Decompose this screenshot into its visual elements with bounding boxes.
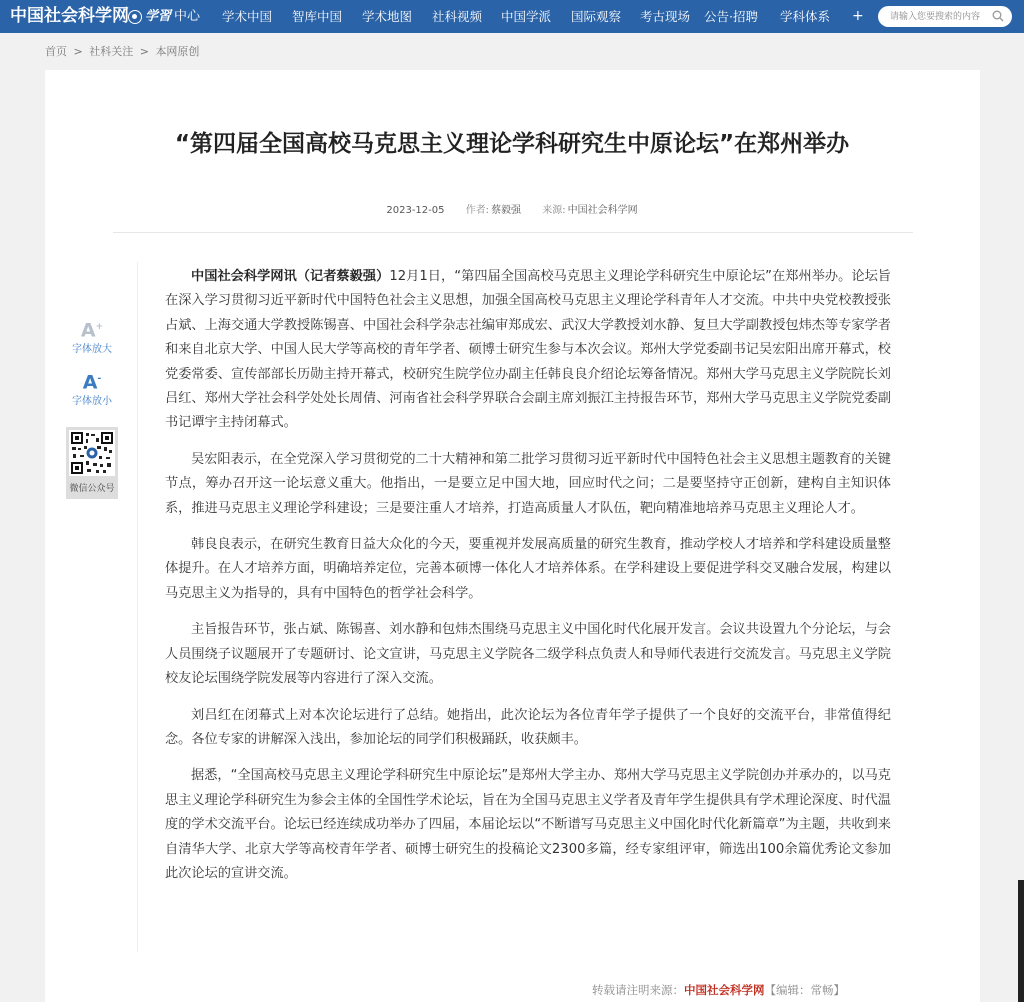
meta-divider xyxy=(113,232,913,233)
nav-item-notice[interactable]: 公告·招聘 xyxy=(704,9,758,24)
top-nav-bar xyxy=(0,0,1024,33)
nav-item-academic-map[interactable]: 学术地图 xyxy=(362,9,413,24)
site-logo[interactable]: 中国社会科学网 xyxy=(10,6,129,26)
study-center-link[interactable] xyxy=(128,6,200,28)
nav-item-school[interactable]: 中国学派 xyxy=(501,9,552,24)
article-meta xyxy=(0,204,1024,218)
study-badge-icon xyxy=(128,10,142,24)
study-script-text: 学習 xyxy=(145,9,172,24)
qr-code-icon xyxy=(69,430,115,476)
article-paragraph: 主旨报告环节，张占斌、陈锡喜、刘水静和包炜杰围绕马克思主义中国化时代化展开发言。会议共设置九个分论坛，与会人员围绕子议题展开了专题研讨、论文宣讲，马克思主义学院各二级学科点负责人和导师代表进行交流发言。马克思主义学院校友论坛围绕学院发展等内容进行了深入交流。 xyxy=(165,622,891,687)
nav-item-think-tank[interactable]: 智库中国 xyxy=(292,9,343,24)
article-paragraph: 刘吕红在闭幕式上对本次论坛进行了总结。她指出，此次论坛为各位青年学子提供了一个良好的交流平台，非常值得纪念。各位专家的讲解深入浅出，参加论坛的同学们积极踊跃，收获颇丰。 xyxy=(165,707,891,747)
wechat-qr-card[interactable] xyxy=(66,427,118,499)
breadcrumb-social-focus[interactable]: 社科关注 xyxy=(89,45,134,58)
wechat-label: 微信公众号 xyxy=(69,484,115,494)
font-shrink-icon: A- xyxy=(82,371,102,394)
article-title: “第四届全国高校马克思主义理论学科研究生中原论坛”在郑州举办 xyxy=(174,131,850,157)
article-paragraph: 吴宏阳表示，在全党深入学习贯彻党的二十大精神和第二批学习贯彻习近平新时代中国特色社会主义思想主题教育的关键节点，筹办召开这一论坛意义重大。他指出，一是要立足中国大地，回应时代之问；二是要坚持守正创新，建构自主知识体系，推进马克思主义理论学科建设；三是要注重人才培养，打造高质量人才队伍，靶向精准地培养马克思主义理论人才。 xyxy=(165,451,891,516)
font-shrink-label: 字体放小 xyxy=(72,396,112,408)
font-enlarge-button[interactable] xyxy=(62,316,122,357)
search-box xyxy=(878,6,1012,27)
editor-note: 【编辑：常畅】 xyxy=(764,983,845,997)
article-lead: 中国社会科学网讯（记者蔡毅强） xyxy=(191,269,390,284)
reprint-source[interactable]: 中国社会科学网 xyxy=(684,983,765,997)
search-input[interactable] xyxy=(890,9,990,24)
source-label: 来源: xyxy=(542,205,566,216)
side-divider xyxy=(137,262,138,952)
article-date: 2023-12-05 xyxy=(386,205,445,216)
article-source: 中国社会科学网 xyxy=(567,205,638,216)
author-label: 作者: xyxy=(465,205,490,216)
study-center-label: 中心 xyxy=(174,9,201,24)
font-shrink-button[interactable] xyxy=(62,368,122,409)
nav-more-icon[interactable]: + xyxy=(852,8,864,24)
article-paragraph: 中国社会科学网讯（记者蔡毅强）12月1日，“第四届全国高校马克思主义理论学科研究生中原论坛”在郑州举办。论坛旨在深入学习贯彻习近平新时代中国特色社会主义思想，加强全国高校马克思主义理论学科青年人才交流。中共中央党校教授张占斌、上海交通大学教授陈锡喜、中国社会科学杂志社编审郑成宏、武汉大学教授刘水静、复旦大学副教授包炜杰等专家学者和来自北京大学、中国人民大学等高校的青年学者、硕博士研究生参与本次会议。郑州大学党委副书记吴宏阳出席开幕式，校党委常委、宣传部部长历勋主持开幕式，校研究生院学位办副主任韩良良介绍论坛筹备情况。郑州大学马克思主义学院院长刘吕红、郑州大学社会科学处处长周倩、河南省社会科学界联合会副主席刘振江主持报告环节，郑州大学马克思主义学院党委副书记谭宇主持闭幕式。 xyxy=(165,269,891,431)
breadcrumb-separator: > xyxy=(73,45,83,58)
font-enlarge-icon: A+ xyxy=(80,319,104,342)
breadcrumb-home[interactable]: 首页 xyxy=(45,45,67,58)
reprint-notice xyxy=(592,982,845,998)
article-paragraph: 韩良良表示，在研究生教育日益大众化的今天，要重视并发展高质量的研究生教育，推动学校人才培养和学科建设质量整体提升。在人才培养方面，明确培养定位，完善本硕博一体化人才培养体系。在学科建设上要促进学科交叉融合发展，构建以马克思主义为指导的，具有中国特色的哲学社会科学。 xyxy=(165,537,891,601)
article-body xyxy=(165,265,891,898)
font-enlarge-label: 字体放大 xyxy=(72,344,112,356)
article-paragraph: 据悉，“全国高校马克思主义理论学科研究生中原论坛”是郑州大学主办、郑州大学马克思主义学院创办并承办的，以马克思主义理论学科研究生为参会主体的全国性学术论坛，旨在为全国马克思主义学者及青年学生提供具有学术理论深度、时代温度的学术交流平台。论坛已经连续成功举办了四届，本届论坛以“不断谱写马克思主义中国化时代化新篇章”为主题，共收到来自清华大学、北京大学等高校青年学者、硕博士研究生的投稿论文2300多篇，经专家组评审，筛选出100余篇优秀论文参加此次论坛的宣讲交流。 xyxy=(165,768,891,881)
article-author: 蔡毅强 xyxy=(491,205,522,216)
page-edge-mark xyxy=(1018,880,1024,1002)
nav-item-video[interactable]: 社科视频 xyxy=(432,9,483,24)
breadcrumb-original[interactable]: 本网原创 xyxy=(155,45,200,58)
reprint-prefix: 转载请注明来源： xyxy=(592,983,684,997)
nav-item-academic-china[interactable]: 学术中国 xyxy=(222,9,273,24)
search-icon[interactable] xyxy=(992,10,1004,22)
nav-item-archaeology[interactable]: 考古现场 xyxy=(640,9,691,24)
breadcrumb xyxy=(45,45,202,59)
nav-item-discipline[interactable]: 学科体系 xyxy=(780,9,831,24)
breadcrumb-separator: > xyxy=(139,45,149,58)
nav-item-international[interactable]: 国际观察 xyxy=(571,9,622,24)
